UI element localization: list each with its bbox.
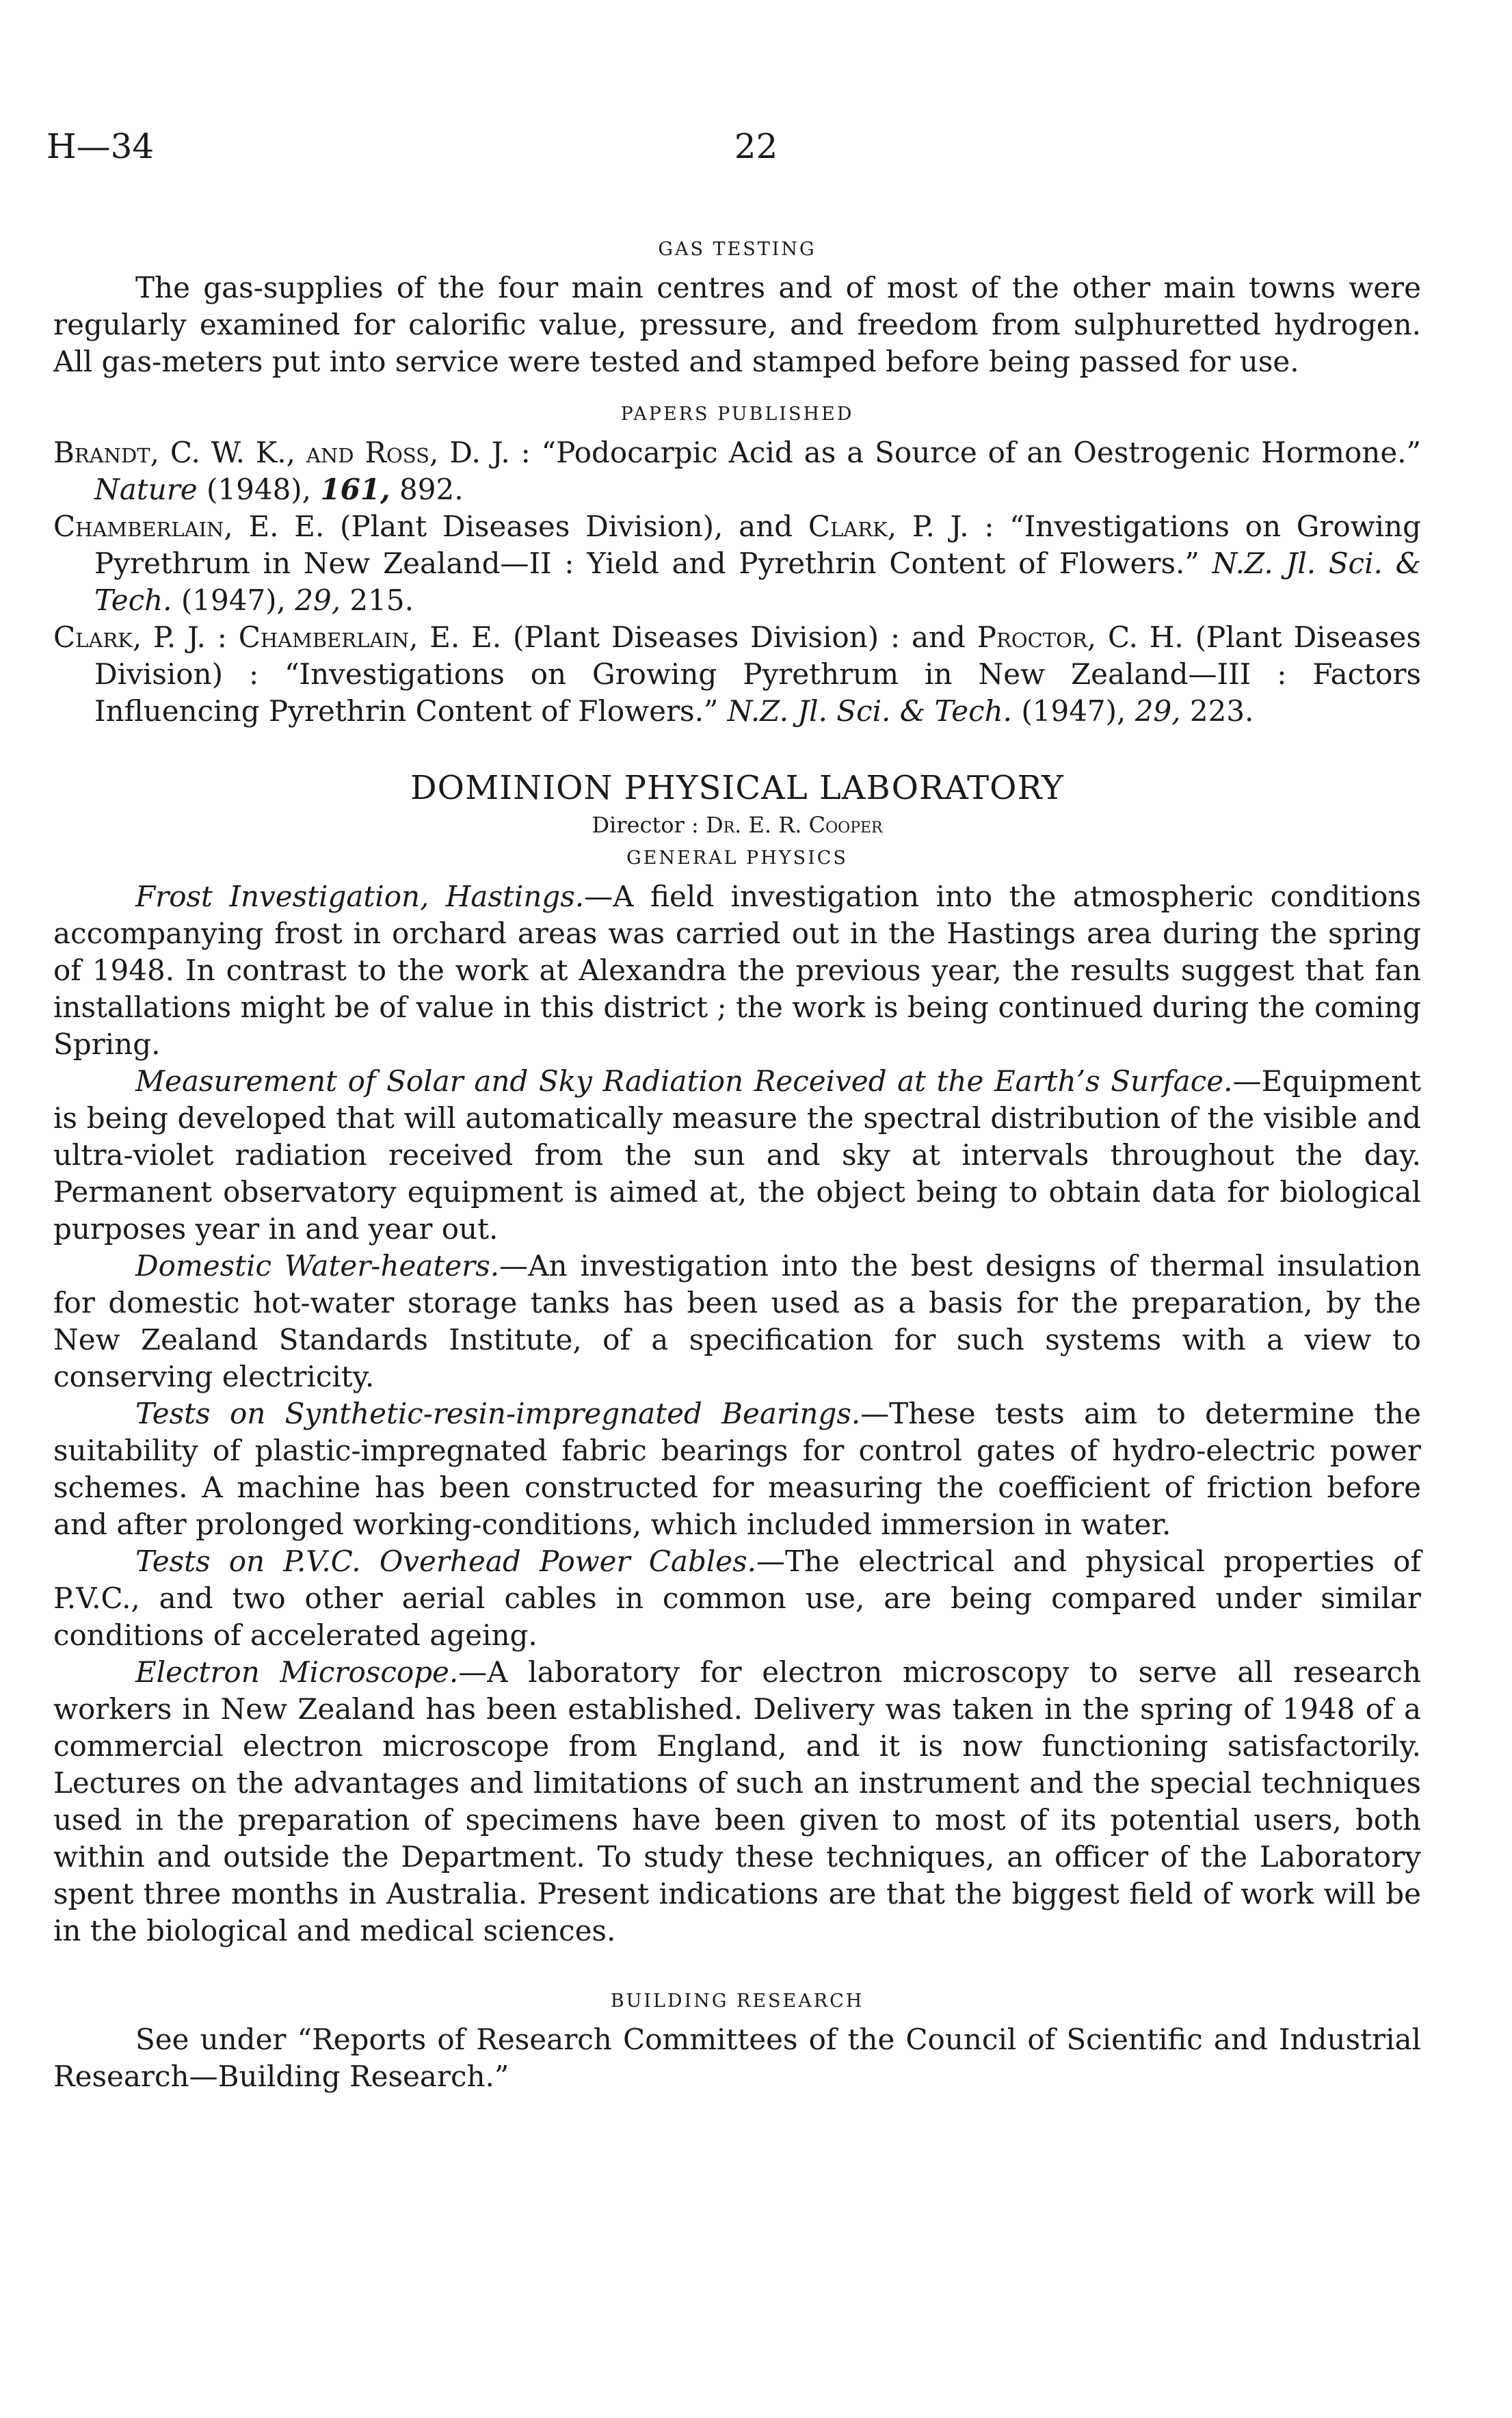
laboratory-title: DOMINION PHYSICAL LABORATORY	[410, 769, 1064, 807]
ref2-volume: 29,	[295, 583, 341, 617]
section-electron-microscope	[53, 1654, 1421, 1949]
ref3-pages: 223.	[1189, 694, 1254, 728]
ref3-volume: 29,	[1135, 694, 1181, 728]
ref1-pages: 892.	[399, 473, 464, 506]
section-bearings-title: Tests on Synthetic-resin-impregnated Bearings.	[135, 1397, 861, 1430]
ref3-sep: :	[217, 620, 227, 654]
gas-testing-paragraph: The gas-supplies of the four main centres and of most of the other main towns were regularly examined for calorific value, pressure, and freedom from sulphuretted hydrogen. All gas-meters put into service were tested and stamped before being passed for use.	[53, 271, 1421, 378]
ref2-pages: 215.	[349, 583, 414, 617]
section-bearings-text: —These tests aim to determine the suitability of plastic-impregnated fabric bearings for control gates of hydro-electric power schemes. A machine has been constructed for measuring the coefficient of friction before and after prolonged working-conditions, which included immersion in water.	[53, 1397, 1421, 1541]
building-research-paragraph: See under “Reports of Research Committees of the Council of Scientific and Industrial Research—Building Research.”	[53, 2023, 1421, 2093]
section-solar-title: Measurement of Solar and Sky Radiation Received at the Earth’s Surface.	[135, 1064, 1233, 1098]
section-microscope-text: —A laboratory for electron microscopy to serve all research workers in New Zealand has been established. Delivery was taken in the spring of 1948 of a commercial electron microscope from England, and it is now functioning satisfactorily. Lectures on the advantages and limitations of such an instrument and the special techniques used in the preparation of specimens have been given to most of its potential users, both within and outside the Department. To study these techniques, an officer of the Laboratory spent three months in Australia. Present indications are that the biggest field of work will be in the biological and medical sciences.	[53, 1655, 1421, 1947]
reference-3	[53, 619, 1421, 730]
ref1-year: (1948),	[207, 473, 312, 506]
page-header	[47, 127, 1465, 174]
section-solar-radiation	[53, 1063, 1421, 1248]
section-frost	[53, 878, 1421, 1063]
ref3-author2: Chamberlain, E. E.	[238, 620, 502, 654]
section-pvc-text: —The electrical and physical properties of P.V.C., and two other aerial cables in common use, are being compared under similar conditions of accelerated ageing.	[53, 1545, 1421, 1652]
ref3-author3: Proctor, C. H.	[977, 620, 1184, 654]
ref2-affil1: (Plant Diseases Division), and	[340, 510, 793, 543]
ref1-journal: Nature	[94, 473, 198, 506]
ref2-author2: Clark, P. J.	[808, 510, 969, 543]
report-code: H—34	[47, 127, 155, 166]
page-number: 22	[734, 127, 778, 166]
director-line	[53, 812, 1421, 838]
ref1-title: : “Podocarpic Acid as a Source of an Oestrogenic Hormone.”	[520, 436, 1421, 469]
ref2-title: : “Investigations on Growing Pyrethrum in New Zealand—II : Yield and Pyrethrin Content of Flowers.”	[94, 510, 1421, 580]
ref2-year: (1947),	[181, 583, 286, 617]
papers-heading: PAPERS PUBLISHED	[620, 404, 854, 425]
building-research-heading: BUILDING RESEARCH	[610, 1990, 864, 2012]
section-pvc-cables	[53, 1543, 1421, 1654]
section-pvc-title: Tests on P.V.C. Overhead Power Cables.	[135, 1545, 757, 1578]
section-frost-text: —A field investigation into the atmospheric conditions accompanying frost in orchard areas was carried out in the Hastings area during the spring of 1948. In contrast to the work at Alexandra the previous year, the results suggest that fan installations might be of value in this district ; the work is being continued during the coming Spring.	[53, 880, 1421, 1061]
ref2-author1: Chamberlain, E. E.	[53, 510, 325, 543]
director-label: Director :	[592, 812, 699, 838]
ref2-journal: N.Z. Jl. Sci. & Tech.	[94, 547, 1421, 617]
ref3-year: (1947),	[1021, 694, 1126, 728]
reference-1	[53, 434, 1421, 508]
section-water-heaters	[53, 1248, 1421, 1395]
section-microscope-title: Electron Microscope.	[135, 1655, 459, 1689]
section-water-title: Domestic Water-heaters.	[135, 1249, 500, 1283]
section-frost-title: Frost Investigation, Hastings.	[135, 880, 585, 913]
page-body	[53, 215, 1421, 2095]
general-physics-heading: GENERAL PHYSICS	[626, 847, 848, 869]
reference-2	[53, 508, 1421, 619]
ref3-affil2: (Plant Diseases Division) : and	[512, 620, 966, 654]
ref3-journal: N.Z. Jl. Sci. & Tech.	[727, 694, 1012, 728]
section-bearings	[53, 1395, 1421, 1543]
ref1-volume: 161,	[320, 473, 390, 506]
ref3-author1: Clark, P. J.	[53, 620, 206, 654]
section-solar-text: —Equipment is being developed that will automatically measure the spectral distribution of the visible and ultra-violet radiation received from the sun and sky at intervals throughout the day. Permanent observatory equipment is aimed at, the object being to obtain data for biological purposes year in and year out.	[53, 1064, 1421, 1246]
section-water-text: —An investigation into the best designs of thermal insulation for domestic hot-water storage tanks has been used as a basis for the preparation, by the New Zealand Standards Institute, of a specification for such systems with a view to conserving electricity.	[53, 1249, 1421, 1393]
ref3-title: (Plant Diseases Division) : “Investigations on Growing Pyrethrum in New Zealand—III : Factors Influencing Pyrethrin Content of Flowers.”	[94, 620, 1421, 728]
director-name: Dr. E. R. Cooper	[705, 812, 883, 838]
gas-testing-heading: GAS TESTING	[658, 239, 817, 260]
ref1-authors: Brandt, C. W. K., and Ross, D. J.	[53, 436, 510, 469]
